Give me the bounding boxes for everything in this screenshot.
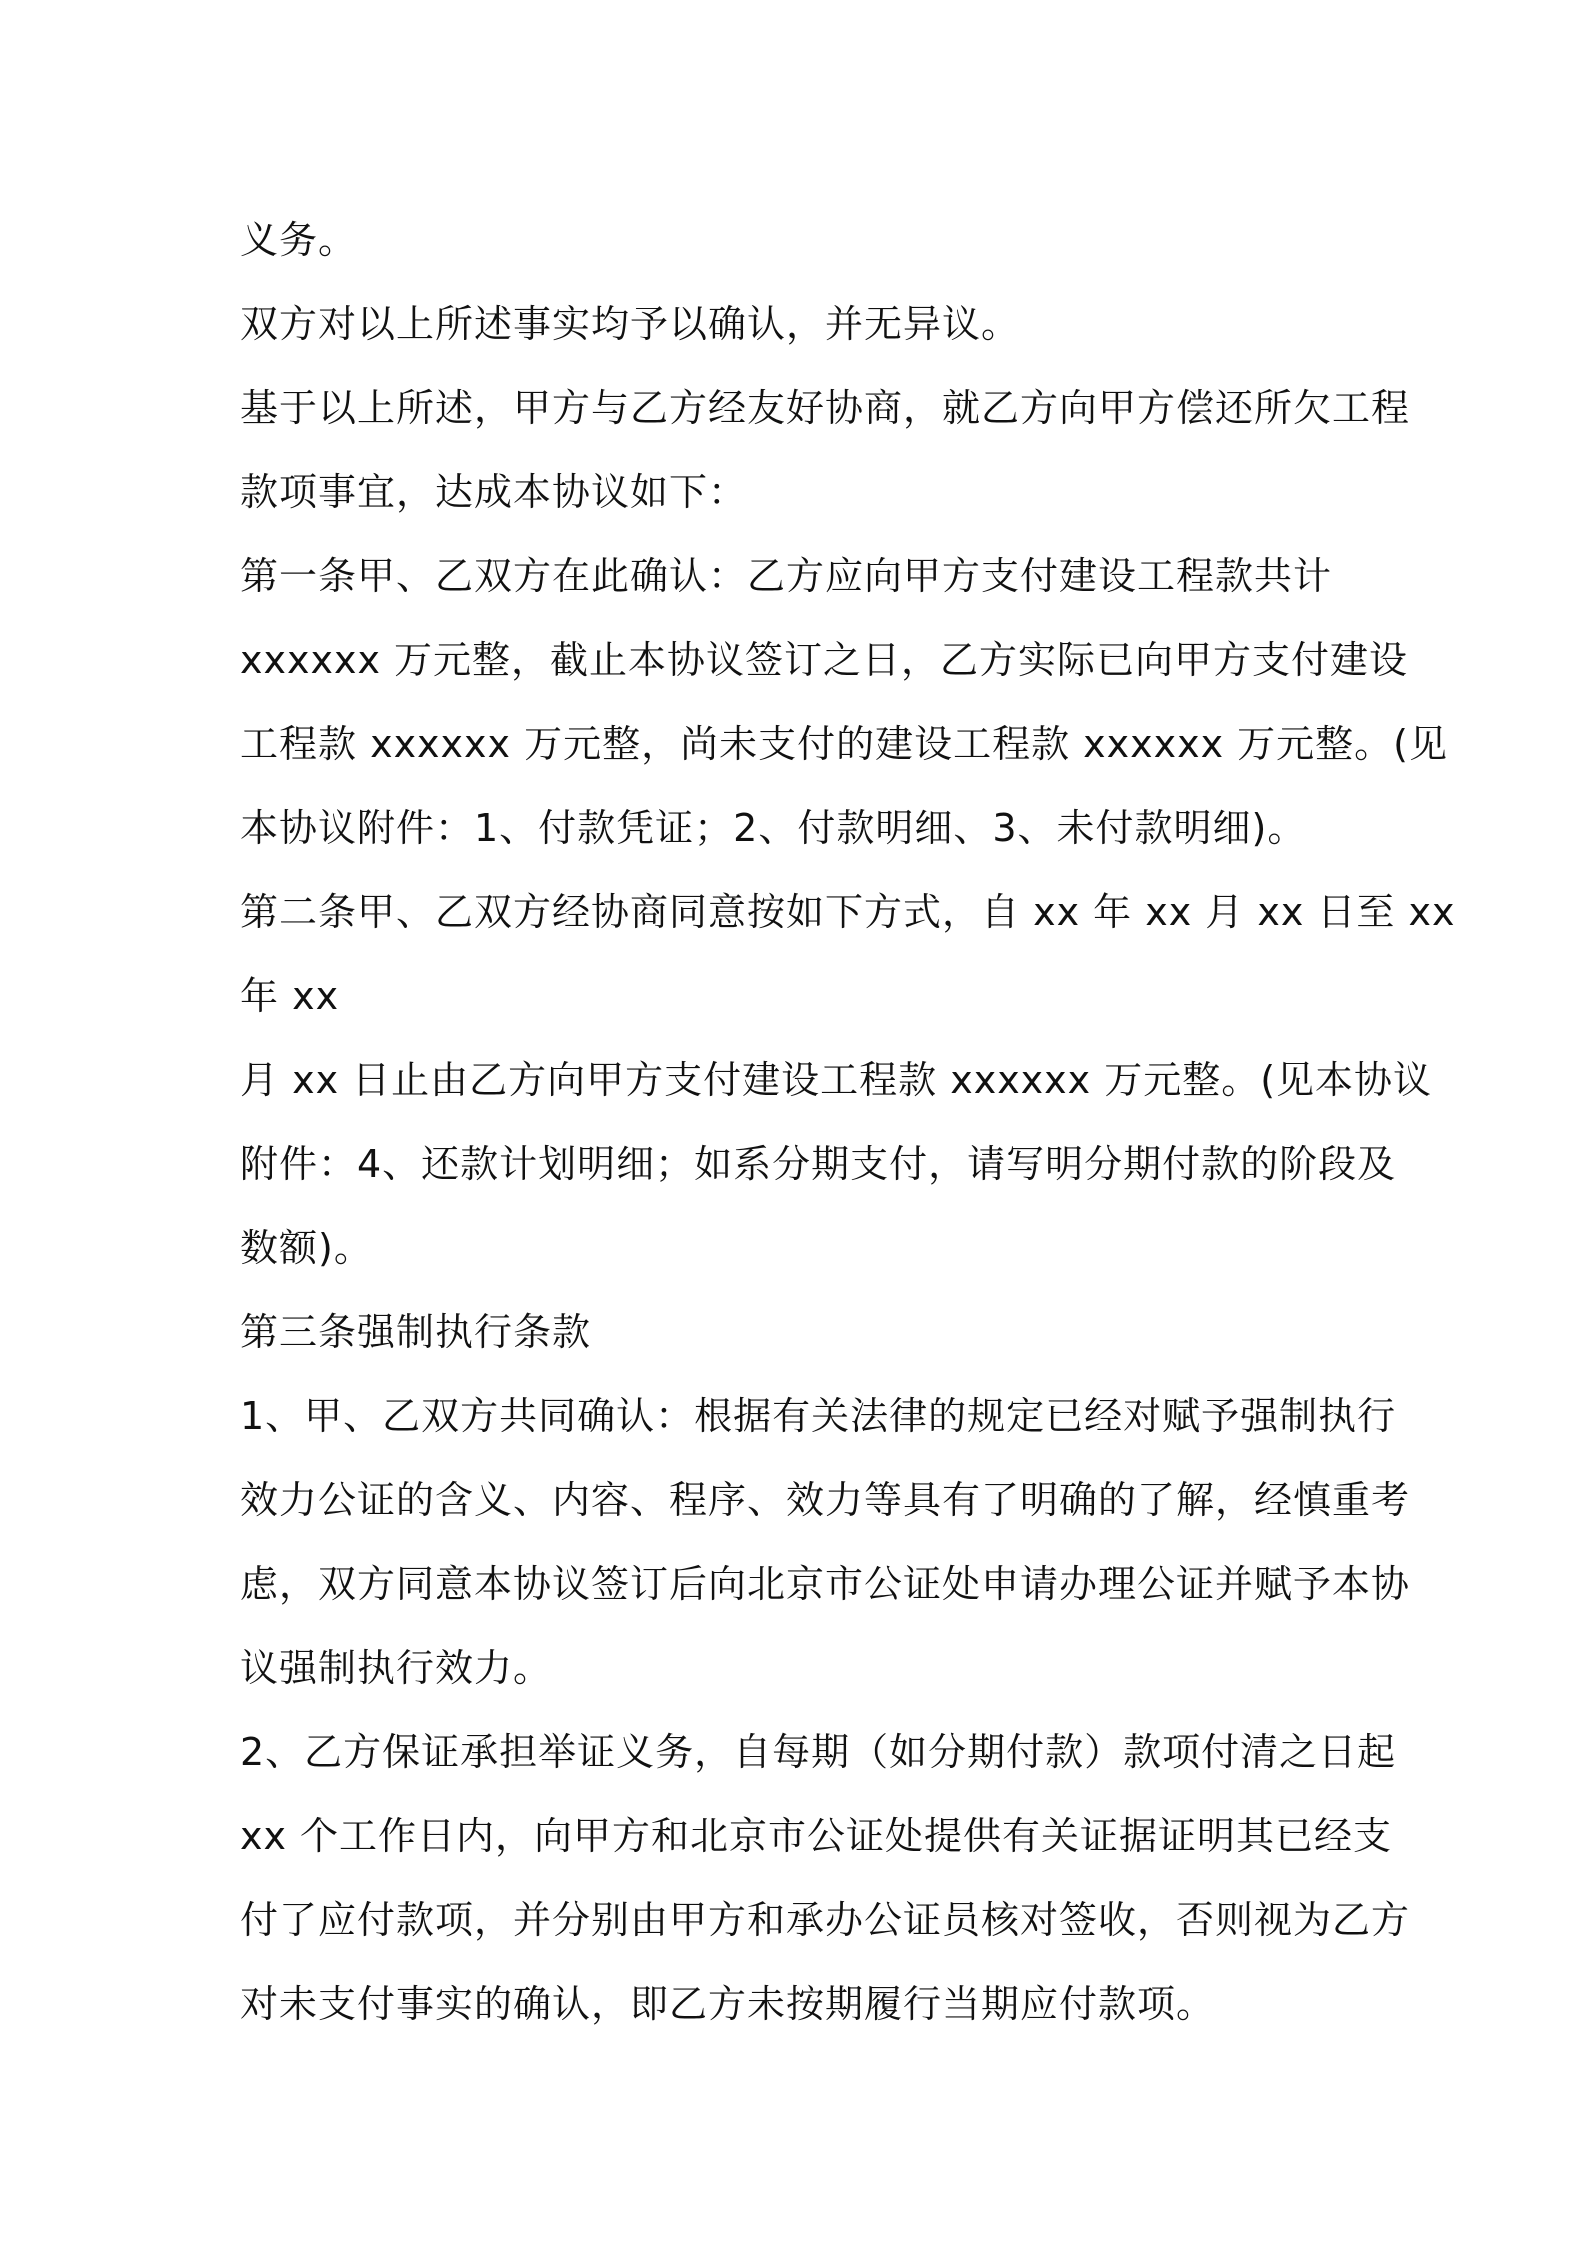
text-line: 2、乙方保证承担举证义务，自每期（如分期付款）款项付清之日起 bbox=[240, 1730, 1397, 1774]
text-line: 年 xx bbox=[240, 974, 340, 1018]
text-line: 数额)。 bbox=[240, 1226, 373, 1270]
text-line: 义务。 bbox=[240, 218, 358, 262]
text-line: xxxxxx 万元整，截止本协议签订之日，乙方实际已向甲方支付建设 bbox=[240, 638, 1409, 682]
text-line: 议强制执行效力。 bbox=[240, 1646, 553, 1690]
text-line: 基于以上所述，甲方与乙方经友好协商，就乙方向甲方偿还所欠工程 bbox=[240, 386, 1411, 430]
text-line: 第二条甲、乙双方经协商同意按如下方式，自 xx 年 xx 月 xx 日至 xx bbox=[240, 890, 1456, 934]
text-line: 双方对以上所述事实均予以确认，并无异议。 bbox=[240, 302, 1021, 346]
text-line: 1、甲、乙双方共同确认：根据有关法律的规定已经对赋予强制执行 bbox=[240, 1394, 1397, 1438]
text-line: 第三条强制执行条款 bbox=[240, 1310, 592, 1354]
text-line: 效力公证的含义、内容、程序、效力等具有了明确的了解，经慎重考 bbox=[240, 1478, 1411, 1522]
text-line: 第一条甲、乙双方在此确认：乙方应向甲方支付建设工程款共计 bbox=[240, 554, 1333, 598]
text-line: 对未支付事实的确认，即乙方未按期履行当期应付款项。 bbox=[240, 1982, 1216, 2026]
text-line: 款项事宜，达成本协议如下： bbox=[240, 470, 748, 514]
text-line: 附件：4、还款计划明细；如系分期支付，请写明分期付款的阶段及 bbox=[240, 1142, 1397, 1186]
document-body bbox=[240, 198, 1456, 2046]
text-line: 本协议附件：1、付款凭证；2、付款明细、3、未付款明细)。 bbox=[240, 806, 1307, 850]
text-line: 付了应付款项，并分别由甲方和承办公证员核对签收，否则视为乙方 bbox=[240, 1898, 1411, 1942]
text-line: 工程款 xxxxxx 万元整，尚未支付的建设工程款 xxxxxx 万元整。(见 bbox=[240, 722, 1449, 766]
text-line: xx 个工作日内，向甲方和北京市公证处提供有关证据证明其已经支 bbox=[240, 1814, 1393, 1858]
text-line: 虑，双方同意本协议签订后向北京市公证处申请办理公证并赋予本协 bbox=[240, 1562, 1411, 1606]
text-line: 月 xx 日止由乙方向甲方支付建设工程款 xxxxxx 万元整。(见本协议 bbox=[240, 1058, 1433, 1102]
